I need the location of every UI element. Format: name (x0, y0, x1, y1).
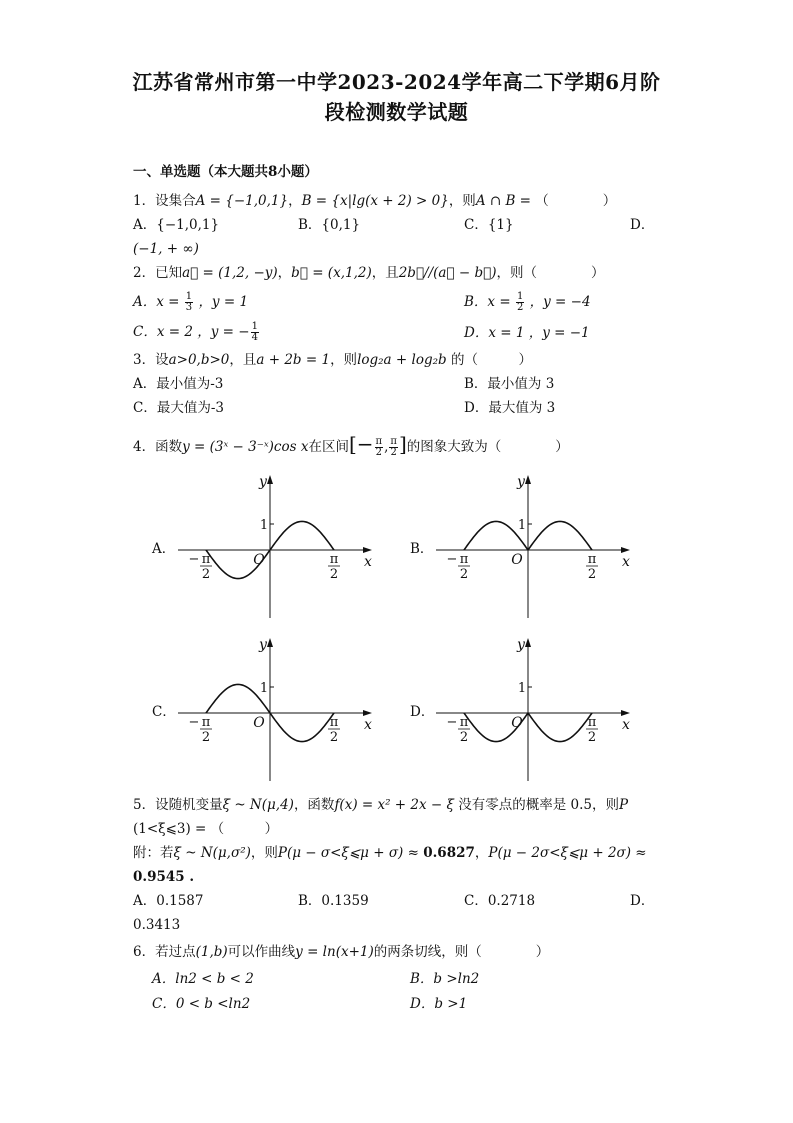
q4-bracket-left: [− (348, 432, 374, 456)
x-axis-arrow (621, 710, 630, 716)
frac-num: 1 (516, 291, 524, 302)
q1-option-b: B．{0,1} (298, 217, 361, 233)
q5-option-d-value: 0.3413 (133, 917, 181, 933)
frac-den: 3 (185, 302, 193, 313)
y-axis-label: y (259, 637, 267, 653)
q4-function: y = (3ˣ − 3⁻ˣ)cos x (182, 439, 309, 455)
q2-option-c (133, 322, 260, 343)
q3-option-a: A．最小值为-3 (133, 376, 224, 392)
q6-curve: y = ln(x+1) (295, 944, 374, 960)
frac-num: π (375, 436, 383, 447)
q6-option-a: A．ln2 < b < 2 (152, 971, 254, 987)
x-tick-neg-pi: π (459, 552, 469, 567)
origin-label: O (253, 715, 265, 731)
q2-vec-a: a⃗ = (1,2, −y) (182, 265, 278, 281)
q1-option-c: C．{1} (464, 217, 514, 233)
x-tick-pos-two: 2 (329, 567, 339, 582)
q2-comma: ， (277, 265, 292, 281)
y-axis-arrow (525, 475, 531, 484)
q5-option-d: D． (630, 893, 655, 909)
q4-graph-b (430, 470, 636, 620)
q5-note-b: ，则 (250, 845, 278, 861)
q4-text-a: 4．函数 (133, 439, 183, 455)
section-header: 一、单选题（本大题共8小题） (133, 164, 318, 180)
x-tick-pos-pi: π (587, 552, 597, 567)
y-tick-label-1: 1 (517, 518, 527, 533)
x-axis-label: x (622, 717, 630, 733)
x-tick-pos-pi: π (329, 552, 339, 567)
q3-cond-2: a + 2b = 1 (256, 352, 331, 368)
q1-comma: ， (288, 193, 302, 209)
q6-option-c: C．0 < b <ln2 (152, 996, 251, 1012)
y-axis-arrow (525, 638, 531, 647)
x-tick-neg-pi: π (459, 715, 469, 730)
q4-bracket-right: ] (398, 432, 407, 456)
q3-expr: log₂a + log₂b (357, 352, 447, 368)
question-5-stem (133, 796, 628, 814)
y-tick-label-1: 1 (259, 518, 269, 533)
q4-frac-left (375, 437, 384, 458)
q2-opt-a-post: ，y = 1 (198, 294, 249, 310)
q1-set-a: A = {−1,0,1} (195, 193, 289, 209)
y-axis-label: y (517, 474, 525, 490)
origin-label: O (511, 552, 523, 568)
x-tick-pos-pi: π (587, 715, 597, 730)
y-axis-label: y (517, 637, 525, 653)
q5-option-a: A．0.1587 (133, 893, 204, 909)
x-tick-neg-two: 2 (459, 730, 469, 745)
q1-option-a: A．{−1,0,1} (133, 217, 220, 233)
q4-graph-label-a: A． (152, 541, 176, 557)
question-1-stem (133, 192, 616, 210)
q3-text-c: ，则 (330, 352, 358, 368)
q2-opt-b-pre: B．x = (464, 294, 511, 310)
q3-option-d: D．最大值为 3 (464, 400, 556, 416)
q2-opt-a-pre: A．x = (133, 294, 180, 310)
q2-opt-c-frac (251, 322, 259, 343)
q5-line-2: (1<ξ⩽3) = （ ） (133, 821, 279, 837)
q2-text-a: 2．已知 (133, 265, 183, 281)
q1-text-b: ，则 (448, 193, 476, 209)
q2-text-c: ，则（ ） (496, 265, 605, 281)
q2-option-b (464, 292, 591, 313)
q4-graph-label-d: D． (410, 704, 435, 720)
q3-text-d: 的（ ） (450, 352, 532, 368)
question-4-stem (133, 433, 569, 458)
q2-opt-c-pre: C．x = 2 ，y = − (133, 324, 250, 340)
q2-opt-a-frac (185, 292, 193, 313)
q5-option-b: B．0.1359 (298, 893, 369, 909)
q5-function: f(x) = x² + 2x − ξ (334, 797, 454, 813)
q6-text-b: 可以作曲线 (227, 944, 296, 960)
q5-option-c: C．0.2718 (464, 893, 536, 909)
q4-graph-label-c: C． (152, 704, 176, 720)
frac-num: 1 (251, 321, 258, 332)
q1-expr: A ∩ B = (475, 193, 531, 209)
q4-text-c: 的图象大致为（ ） (406, 439, 569, 455)
y-axis-label: y (259, 474, 267, 490)
q1-text-a: 1．设集合 (133, 193, 196, 209)
origin-label: O (253, 552, 265, 568)
q5-note-v1: 0.6827 (423, 845, 475, 861)
q6-point: (1,b) (195, 944, 228, 960)
question-2-stem (133, 264, 604, 282)
q3-cond-1: a>0,b>0 (168, 352, 230, 368)
x-tick-pos-two: 2 (329, 730, 339, 745)
q2-option-d: D．x = 1 ，y = −1 (464, 325, 590, 341)
x-axis-label: x (364, 717, 372, 733)
q2-opt-b-post: ，y = −4 (529, 294, 591, 310)
q1-set-b: B = {x|lg(x + 2) > 0} (301, 193, 449, 209)
q6-text-c: 的两条切线，则（ ） (373, 944, 550, 960)
frac-den: 2 (375, 447, 382, 458)
q2-vec-b: b⃗ = (x,1,2) (291, 265, 372, 281)
x-tick-neg-two: 2 (459, 567, 469, 582)
q5-rv: ξ ~ N(μ,4) (222, 797, 294, 813)
x-tick-neg-two: 2 (201, 730, 211, 745)
q4-graph-d (430, 633, 636, 783)
q6-text-a: 6．若过点 (133, 944, 196, 960)
q5-note-line-2 (133, 868, 194, 886)
y-tick-label-1: 1 (517, 681, 527, 696)
y-axis-arrow (267, 475, 273, 484)
q2-option-a (133, 292, 248, 313)
q3-option-c: C．最大值为-3 (133, 400, 224, 416)
frac-den: 2 (516, 302, 524, 313)
title-line-2: 段检测数学试题 (324, 100, 469, 124)
neg-sign: − (188, 552, 200, 567)
neg-sign: − (446, 715, 458, 730)
y-tick-label-1: 1 (259, 681, 269, 696)
q6-option-d: D．b >1 (410, 996, 468, 1012)
x-tick-neg-pi: π (201, 715, 211, 730)
q2-opt-b-frac (516, 292, 524, 313)
title-line-1: 江苏省常州市第一中学2023-2024学年高二下学期6月阶 (132, 70, 661, 94)
q5-text-a: 5．设随机变量 (133, 797, 223, 813)
q5-note-c: ， (474, 845, 489, 861)
x-tick-pos-two: 2 (587, 730, 597, 745)
q5-note-rv: ξ ~ N(μ,σ²) (173, 845, 251, 861)
frac-num: 1 (185, 291, 193, 302)
frac-den: 4 (251, 332, 258, 343)
frac-den: 2 (390, 447, 397, 458)
q5-note (133, 844, 647, 862)
q1-option-d-value: (−1, + ∞) (133, 241, 199, 257)
question-6-stem (133, 943, 549, 961)
x-axis-arrow (363, 547, 372, 553)
x-axis-arrow (363, 710, 372, 716)
q1-option-d: D． (630, 217, 655, 233)
neg-sign: − (446, 552, 458, 567)
q4-frac-right (389, 437, 398, 458)
q5-p-start: P (619, 797, 629, 813)
x-tick-pos-two: 2 (587, 567, 597, 582)
q4-text-b: 在区间 (308, 439, 349, 455)
q6-option-b: B．b >ln2 (410, 971, 480, 987)
x-axis-arrow (621, 547, 630, 553)
q5-note-end: . (189, 869, 195, 885)
x-axis-label: x (364, 554, 372, 570)
frac-num: π (390, 436, 397, 447)
q5-note-v2: 0.9545 (133, 869, 185, 885)
question-3-stem (133, 351, 532, 369)
neg-sign: − (188, 715, 200, 730)
origin-label: O (511, 715, 523, 731)
q5-note-p2: P(μ − 2σ<ξ⩽μ + 2σ) ≈ (488, 845, 647, 861)
q5-text-c: 没有零点的概率是 0.5，则 (458, 797, 619, 813)
q4-graph-c (172, 633, 378, 783)
q4-graph-a (172, 470, 378, 620)
q3-text-b: ，且 (229, 352, 257, 368)
q3-text-a: 3．设 (133, 352, 169, 368)
q5-note-a: 附：若 (133, 845, 174, 861)
y-axis-arrow (267, 638, 273, 647)
q4-comma: , (384, 439, 389, 455)
x-tick-neg-pi: π (201, 552, 211, 567)
q4-graph-label-b: B． (410, 541, 434, 557)
x-axis-label: x (622, 554, 630, 570)
q5-note-p1: P(μ − σ<ξ⩽μ + σ) ≈ (277, 845, 419, 861)
x-tick-pos-pi: π (329, 715, 339, 730)
q2-text-b: ，且 (371, 265, 399, 281)
q2-condition: 2b⃗//(a⃗ − b⃗) (398, 265, 497, 281)
q1-paren: （ ） (535, 193, 617, 209)
q5-text-b: ，函数 (293, 797, 335, 813)
q3-option-b: B．最小值为 3 (464, 376, 555, 392)
x-tick-neg-two: 2 (201, 567, 211, 582)
